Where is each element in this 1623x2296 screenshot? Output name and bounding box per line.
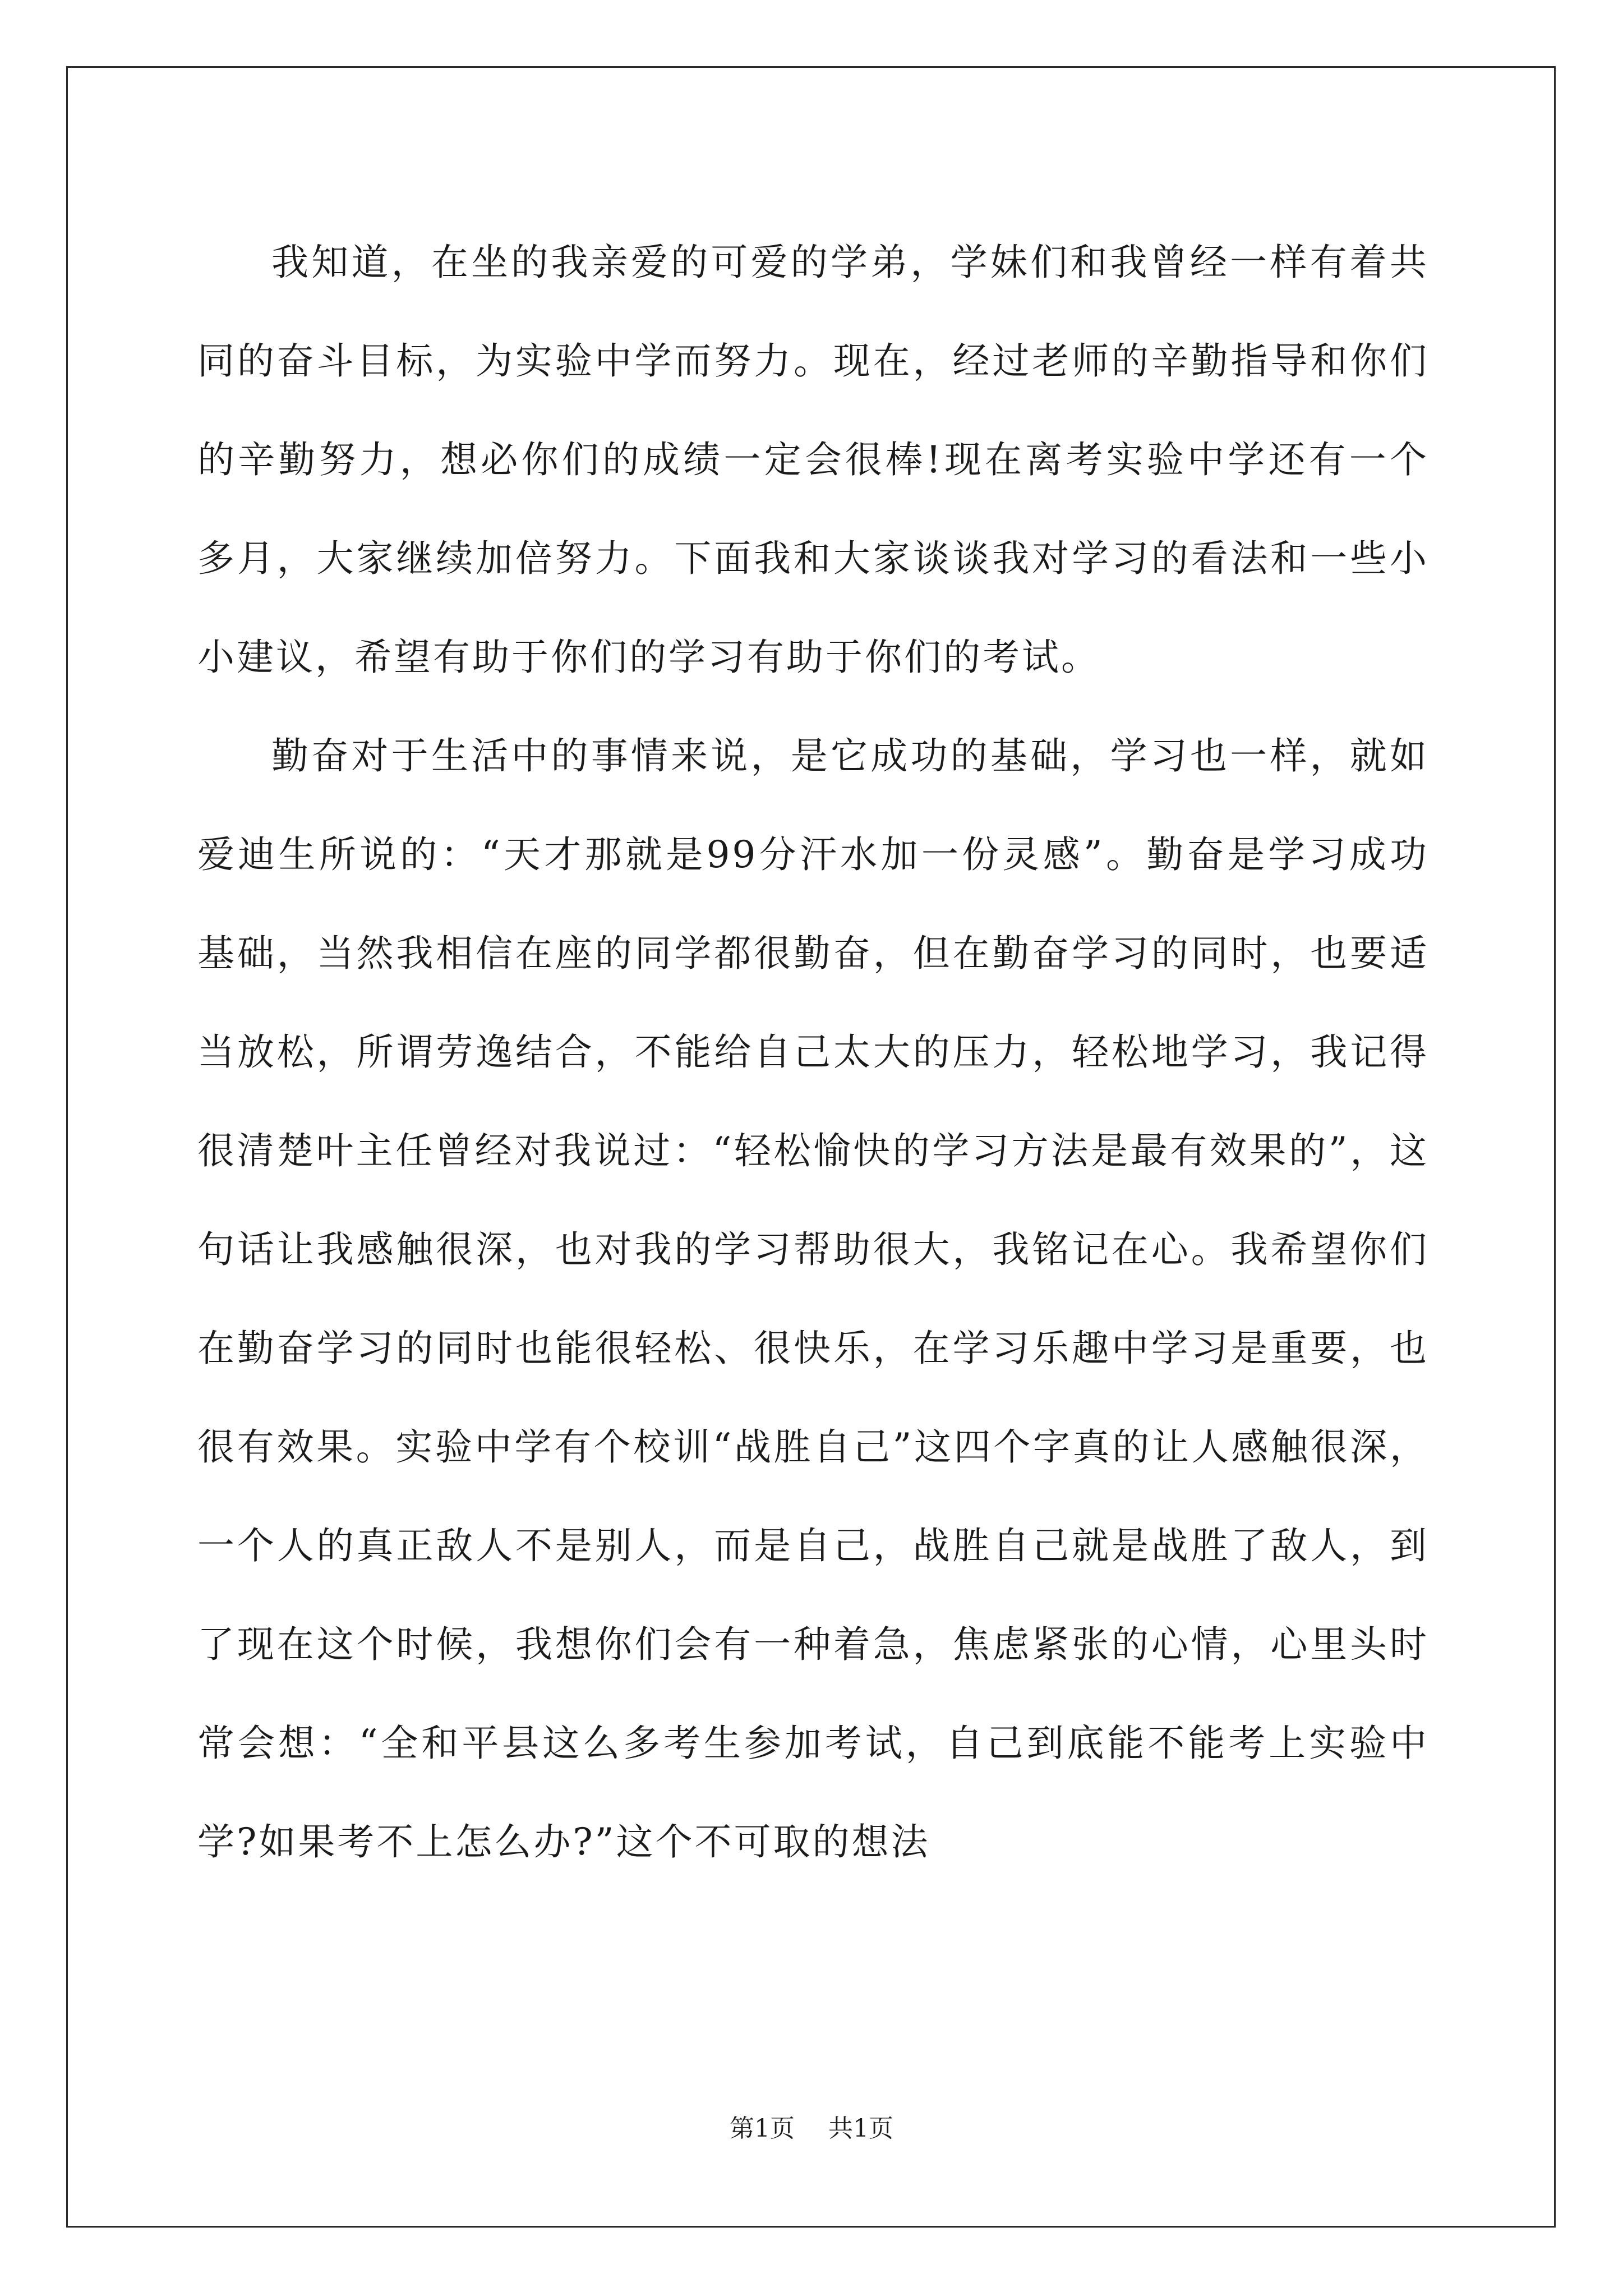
page-number: 第1页 xyxy=(730,2114,795,2143)
document-body xyxy=(197,213,1429,1892)
paragraph-2: 勤奋对于生活中的事情来说，是它成功的基础，学习也一样，就如爱迪生所说的：“天才那就是99分汗水加一份灵感”。勤奋是学习成功基础，当然我相信在座的同学都很勤奋，但在勤奋学习的同时，也要适当放松，所谓劳逸结合，不能给自己太大的压力，轻松地学习，我记得很清楚叶主任曾经对我说过：“轻松愉快的学习方法是最有效果的”，这句话让我感触很深，也对我的学习帮助很大，我铭记在心。我希望你们在勤奋学习的同时也能很轻松、很快乐，在学习乐趣中学习是重要，也很有效果。实验中学有个校训“战胜自己”这四个字真的让人感触很深，一个人的真正敌人不是别人，而是自己，战胜自己就是战胜了敌人，到了现在这个时候，我想你们会有一种着急，焦虑紧张的心情，心里头时常会想：“全和平县这么多考生参加考试，自己到底能不能考上实验中学?如果考不上怎么办?”这个不可取的想法 xyxy=(197,734,1429,1864)
page-total: 共1页 xyxy=(828,2114,893,2143)
paragraph-1: 我知道，在坐的我亲爱的可爱的学弟，学妹们和我曾经一样有着共同的奋斗目标，为实验中学而努力。现在，经过老师的辛勤指导和你们的辛勤努力，想必你们的成绩一定会很棒!现在离考实验中学还有一个多月，大家继续加倍努力。下面我和大家谈谈我对学习的看法和一些小小建议，希望有助于你们的学习有助于你们的考试。 xyxy=(197,241,1429,679)
page-footer xyxy=(0,2112,1623,2146)
